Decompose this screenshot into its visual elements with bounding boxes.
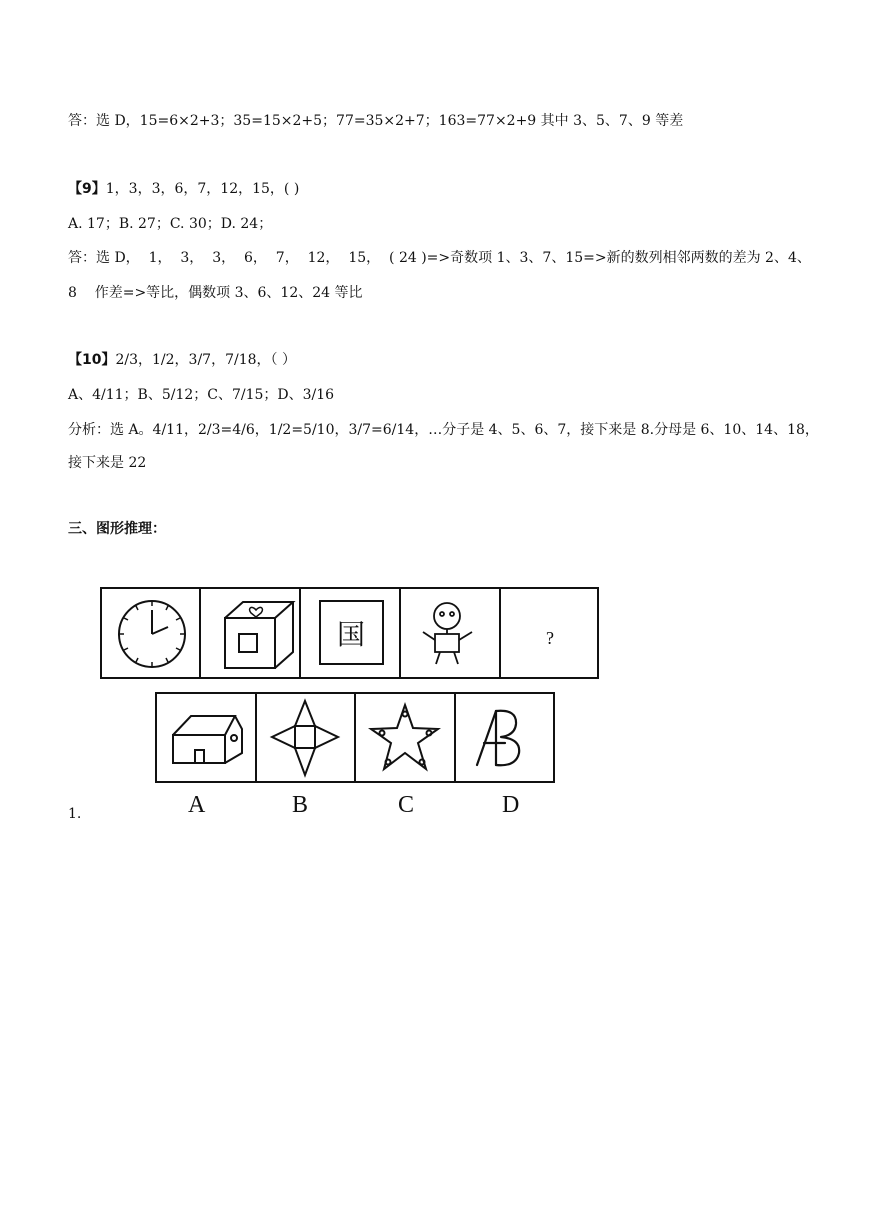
question-9: [68, 179, 299, 199]
figure-options-row: [155, 691, 557, 786]
question-mark: ?: [546, 628, 554, 648]
option-label-b: B: [292, 792, 309, 818]
question-10: [68, 350, 296, 370]
house-icon: [173, 716, 242, 763]
question-9-number: 【9】: [68, 181, 106, 197]
answer-8: 答：选 D，15=6×2+3；35=15×2+5；77=35×2+7；163=77×2+9 其中 3、5、7、9 等差: [68, 113, 684, 129]
question-10-options: A、4/11；B、5/12；C、7/15；D、3/16: [68, 387, 335, 403]
question-10-number: 【10】: [68, 352, 116, 368]
option-label-c: C: [398, 792, 415, 818]
question-9-sequence: 1，3，3，6，7，12，15，( ): [105, 181, 300, 197]
framed-character-icon: [320, 601, 383, 664]
stick-figure-icon: [423, 603, 472, 664]
analysis-10-line1: 分析：选 A。4/11，2/3=4/6，1/2=5/10，3/7=6/14，…分子是 4、5、6、7，接下来是 8.分母是 6、10、14、18，: [68, 422, 819, 438]
ab-letters-icon: [477, 711, 519, 765]
question-10-sequence: 2/3，1/2，3/7，7/18，（ ）: [115, 352, 296, 368]
answer-9-line1: 答：选 D， 1， 3， 3， 6， 7， 12， 15， ( 24 )=>奇数项 1、3、7、15=>新的数列相邻两数的差为 2、4、: [68, 250, 811, 266]
four-point-star-icon: [272, 701, 338, 775]
section-3-heading: 三、图形推理：: [68, 521, 166, 537]
figure-sequence-row: [100, 586, 600, 681]
question-9-options: A. 17；B. 27；C. 30；D. 24；: [68, 216, 273, 232]
clock-icon: [119, 601, 185, 667]
option-label-a: A: [188, 792, 206, 818]
option-label-d: D: [502, 792, 520, 818]
analysis-10-line2: 接下来是 22: [68, 455, 147, 471]
answer-9-line2: 8 作差=>等比，偶数项 3、6、12、24 等比: [68, 285, 363, 301]
question-number: 1.: [68, 806, 82, 822]
cube-heart-icon: [225, 602, 293, 668]
character-guo: 国: [336, 618, 366, 651]
star-icon: [371, 705, 438, 769]
